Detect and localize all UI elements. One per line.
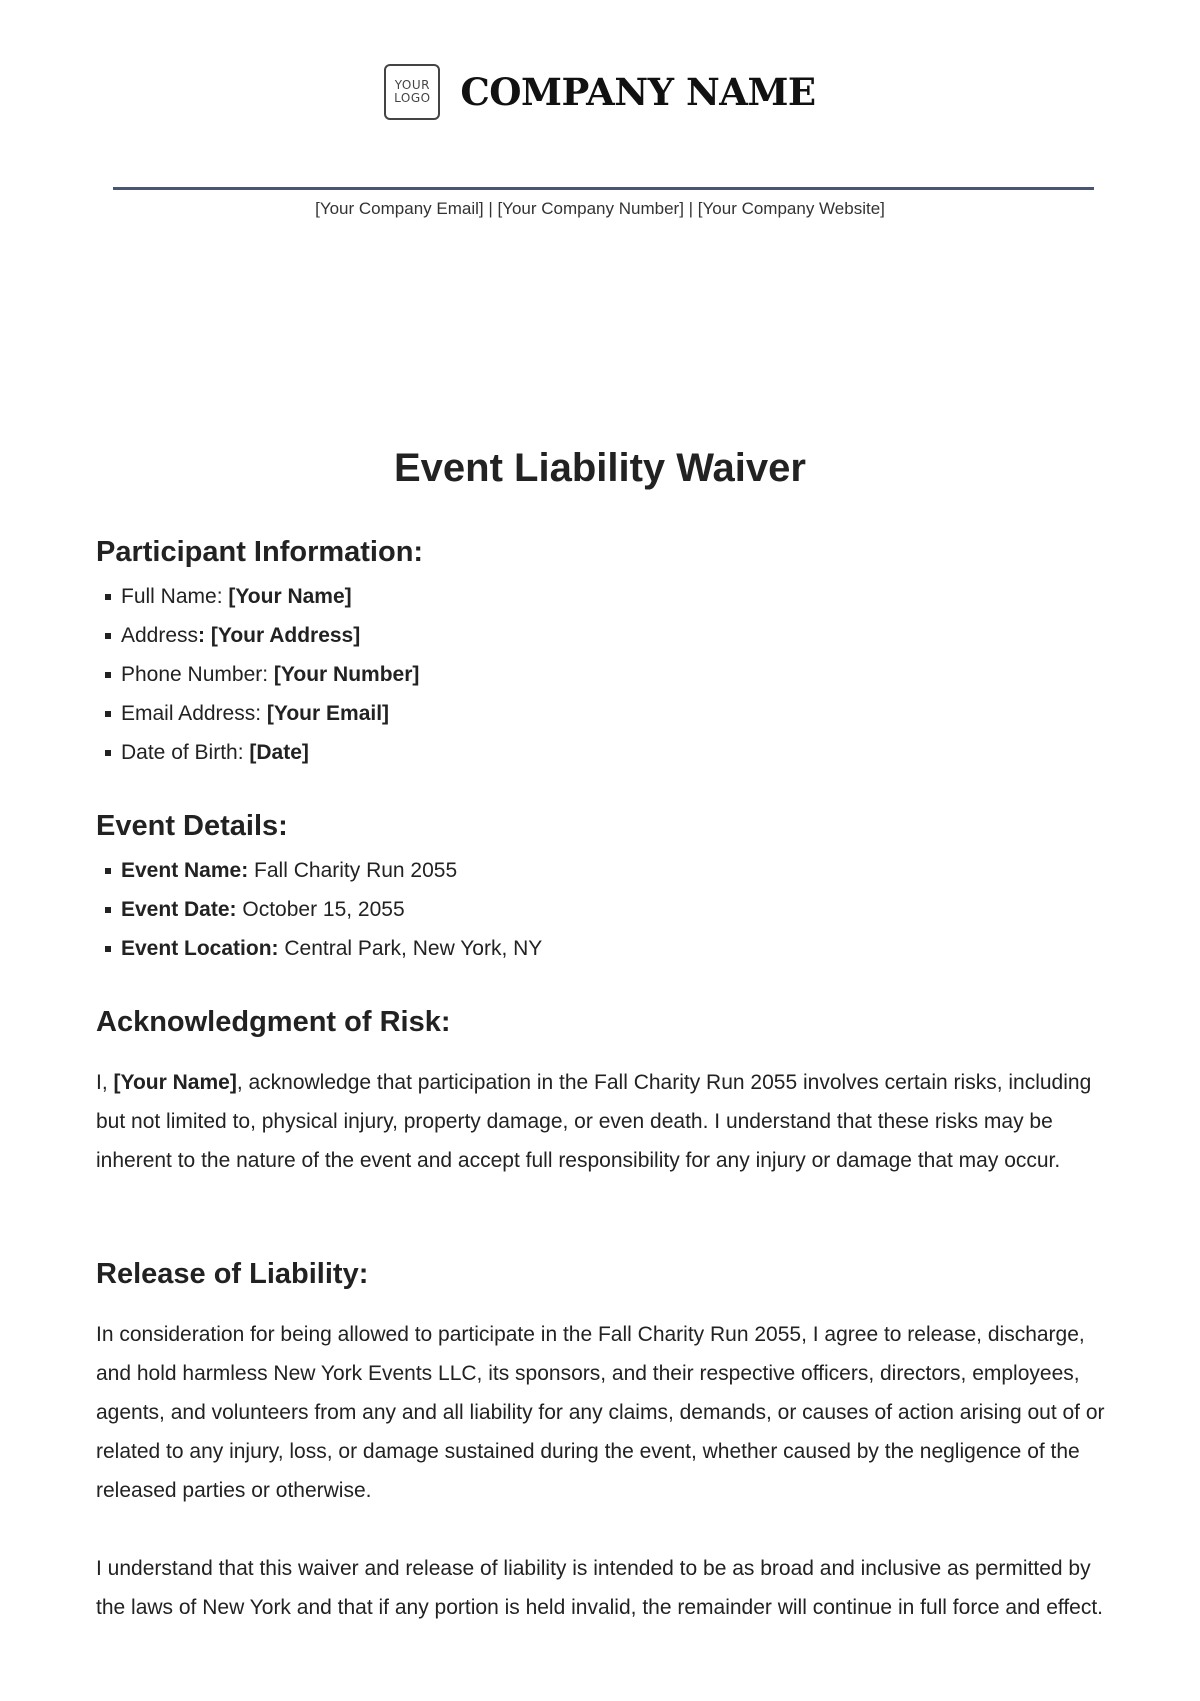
list-item-event-date	[96, 890, 542, 929]
bullet-icon	[105, 633, 111, 639]
item-label: Email Address:	[121, 702, 267, 725]
participant-info-heading: Participant Information:	[96, 536, 424, 568]
item-value: : [Your Address]	[198, 624, 361, 647]
item-value: [Your Number]	[273, 663, 420, 686]
letterhead	[0, 64, 1200, 120]
list-item-event-location	[96, 929, 542, 968]
header-divider	[113, 187, 1094, 190]
company-name: COMPANY NAME	[460, 70, 816, 114]
bullet-icon	[105, 868, 111, 874]
event-details-heading: Event Details:	[96, 810, 288, 842]
list-item-email-address	[96, 694, 419, 733]
acknowledgment-of-risk-heading: Acknowledgment of Risk:	[96, 1006, 451, 1038]
participant-info-list	[96, 577, 419, 772]
item-label: Full Name:	[121, 585, 229, 608]
bullet-icon	[105, 946, 111, 952]
document-title: Event Liability Waiver	[394, 446, 806, 490]
item-value: [Your Email]	[266, 702, 390, 725]
bullet-icon	[105, 711, 111, 717]
item-label: Event Date:	[121, 898, 237, 921]
release-of-liability-heading: Release of Liability:	[96, 1258, 369, 1290]
ack-prefix: I,	[96, 1071, 114, 1094]
list-item-phone-number	[96, 655, 419, 694]
ack-text: , acknowledge that participation in the Fall Charity Run 2055 involves certain risks, including but not limited to, physical injury, property damage, or even death. I understand that these risks may be inherent to the nature of the event and accept full responsibility for any injury or damage that may occur.	[96, 1071, 1092, 1172]
list-item-address	[96, 616, 419, 655]
release-paragraph-2: I understand that this waiver and release of liability is intended to be as broad and inclusive as permitted by the laws of New York and that if any portion is held invalid, the remainder will continue in full force and effect.	[96, 1557, 1104, 1619]
item-value: [Date]	[249, 741, 309, 764]
item-value: Fall Charity Run 2055	[248, 859, 458, 882]
release-paragraph-1: In consideration for being allowed to participate in the Fall Charity Run 2055, I agree to release, discharge, and hold harmless New York Events LLC, its sponsors, and their respective officers, directors, employees, agents, and volunteers from any and all liability for any claims, demands, or causes of action arising out of or related to any injury, loss, or damage sustained during the event, whether caused by the negligence of the released parties or otherwise.	[96, 1323, 1105, 1502]
acknowledgment-paragraph	[96, 1063, 1106, 1180]
item-label: Date of Birth:	[121, 741, 250, 764]
company-contact-line: [Your Company Email] | [Your Company Number] | [Your Company Website]	[315, 199, 885, 218]
item-label: Event Location:	[121, 937, 279, 960]
logo-text-line2: LOGO	[394, 91, 431, 105]
item-label: Address	[121, 624, 199, 647]
logo-text-line1: YOUR	[394, 78, 430, 92]
bullet-icon	[105, 907, 111, 913]
list-item-event-name	[96, 851, 542, 890]
item-label: Event Name:	[121, 859, 249, 882]
item-value: [Your Name]	[228, 585, 352, 608]
item-value: October 15, 2055	[236, 898, 405, 921]
bullet-icon	[105, 750, 111, 756]
item-value: Central Park, New York, NY	[278, 937, 543, 960]
item-label: Phone Number:	[121, 663, 274, 686]
ack-participant-name: [Your Name]	[113, 1071, 237, 1094]
bullet-icon	[105, 594, 111, 600]
list-item-date-of-birth	[96, 733, 419, 772]
list-item-full-name	[96, 577, 419, 616]
bullet-icon	[105, 672, 111, 678]
logo-placeholder	[384, 64, 440, 120]
event-details-list	[96, 851, 542, 968]
